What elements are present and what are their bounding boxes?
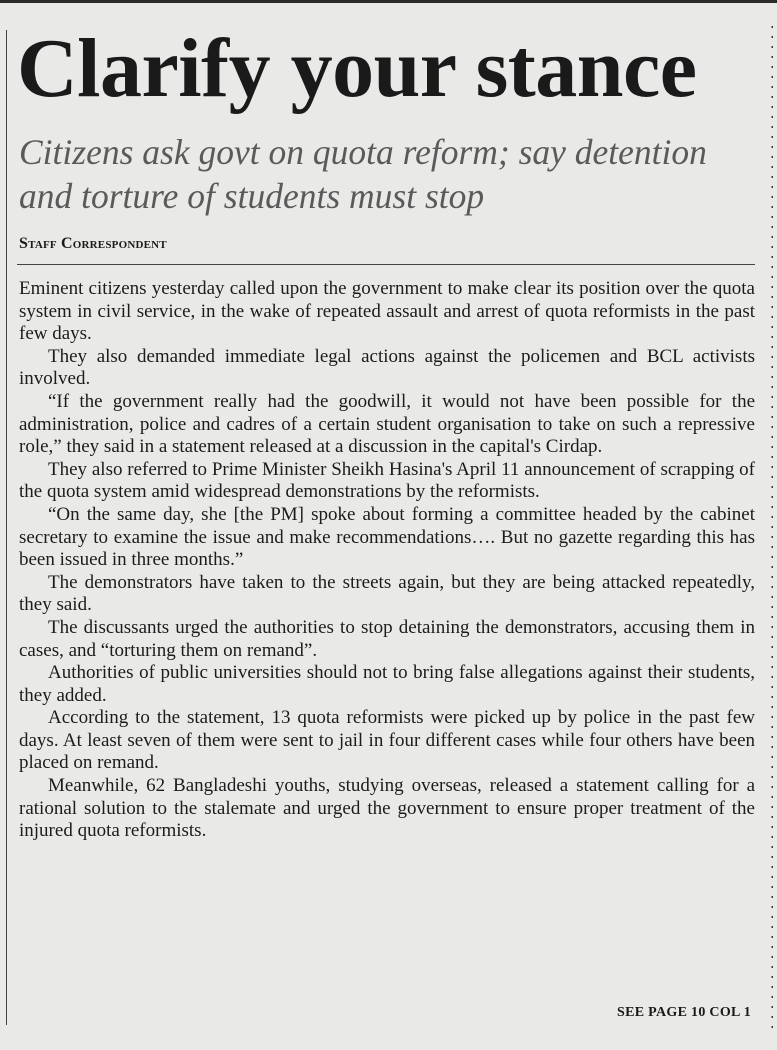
article-body [19, 278, 755, 843]
headline: Clarify your stance [17, 22, 697, 115]
paragraph: Authorities of public universities should not to bring false allegations against their students, they added. [19, 662, 755, 706]
paragraph: “On the same day, she [the PM] spoke about forming a committee headed by the cabinet secretary to examine the issue and make recommendations…. But no gazette regarding this has been issued in three months.” [19, 503, 755, 571]
paragraph: They also referred to Prime Minister Sheikh Hasina's April 11 announcement of scrapping of the quota system amid widespread demonstrations by the reformists. [19, 458, 755, 503]
paragraph: They also demanded immediate legal actions against the policemen and BCL activists involved. [19, 345, 755, 390]
paragraph: The demonstrators have taken to the streets again, but they are being attacked repeatedly, they said. [19, 571, 755, 616]
dotted-column-separator [771, 22, 773, 1032]
paragraph: According to the statement, 13 quota reformists were picked up by police in the past few days. At least seven of them were sent to jail in four different cases while four others have been placed on remand. [19, 707, 755, 774]
continuation-jump-line: SEE PAGE 10 COL 1 [617, 1005, 751, 1020]
paragraph: Meanwhile, 62 Bangladeshi youths, studying overseas, released a statement calling for a rational solution to the stalemate and urged the government to ensure proper treatment of the injured quota reformists. [19, 775, 755, 842]
byline: Staff Correspondent [19, 235, 167, 252]
left-column-rule [6, 30, 7, 1025]
subheadline: Citizens ask govt on quota reform; say detention and torture of students must stop [19, 132, 707, 216]
byline-divider [17, 264, 755, 265]
paragraph: Eminent citizens yesterday called upon the government to make clear its position over the quota system in civil service, in the wake of repeated assault and arrest of quota reformists in the past few days. [19, 278, 755, 345]
paragraph: The discussants urged the authorities to stop detaining the demonstrators, accusing them in cases, and “torturing them on remand”. [19, 616, 755, 661]
top-border-rule [0, 0, 777, 3]
paragraph: “If the government really had the goodwill, it would not have been possible for the administration, police and cadres of a certain student organisation to take on such a repressive role,” they said in a statement released at a discussion in the capital's Cirdap. [19, 390, 755, 458]
